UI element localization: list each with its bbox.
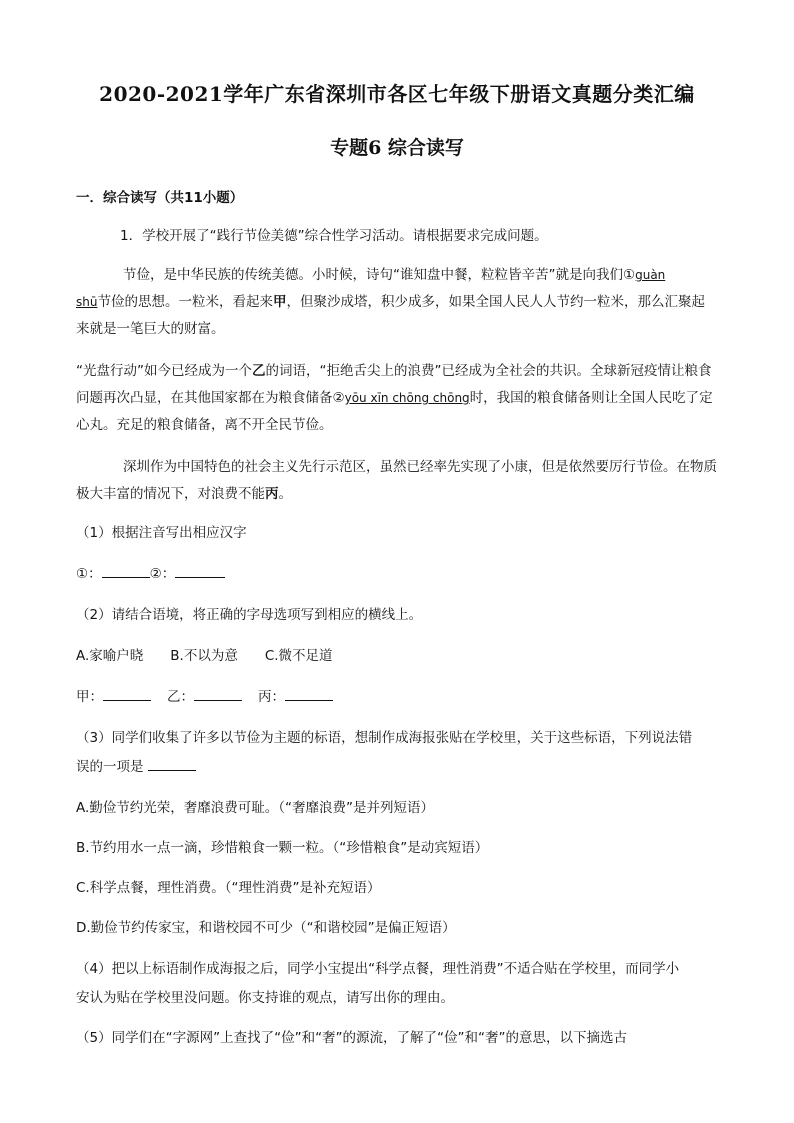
subquestion-4-line-2: 安认为贴在学校里没问题。你支持谁的观点，请写出你的理由。 <box>76 990 454 1006</box>
subquestion-4-line-1: （4）把以上标语制作成海报之后，同学小宝提出“科学点餐，理性消费”不适合贴在学校里，而同学小 <box>76 961 680 977</box>
question-stem: 1．学校开展了“践行节俭美德”综合性学习活动。请根据要求完成问题。 <box>120 228 548 244</box>
blank-marker-jia: 甲 <box>272 294 287 310</box>
option-b: B.节约用水一点一滴，珍惜粮食一颗一粒。（“珍惜粮食”是动宾短语） <box>76 840 489 856</box>
option-a: A.勤俭节约光荣，奢靡浪费可耻。（“奢靡浪费”是并列短语） <box>76 800 435 816</box>
subquestion-1-answers: ①： ②： <box>76 563 225 585</box>
pinyin-2: yōu xīn chōng chōng <box>344 391 470 405</box>
passage-paragraph-2: “光盘行动”如今已经成为一个乙的词语，“拒绝舌尖上的浪费”已经成为全社会的共识。全球新冠疫情让粮食问题再次凸显，在其他国家都在为粮食储备②yōu xīn chōng chōng时，我国的粮食储备则让全国人民吃了定心丸。充足的粮食储备，离不开全民节俭。 <box>76 363 713 433</box>
passage-paragraph-3: 深圳作为中国特色的社会主义先行示范区，虽然已经率先实现了小康，但是依然要厉行节俭。在物质极大丰富的情况下，对浪费不能丙。 <box>76 459 717 502</box>
subquestion-2-answers: 甲： 乙： 丙： <box>76 686 333 708</box>
blank-marker-yi: 乙 <box>252 363 266 379</box>
blank-marker-bing: 丙 <box>265 486 279 502</box>
answer-blank-3[interactable] <box>148 756 196 771</box>
subquestion-5: （5）同学们在“字源网”上查找了“俭”和“奢”的源流，了解了“俭”和“奢”的意思，以下摘选古 <box>76 1030 628 1046</box>
answer-blank-bing[interactable] <box>285 686 333 701</box>
section-heading: 一．综合读写（共11小题） <box>76 190 244 206</box>
subquestion-2: （2）请结合语境，将正确的字母选项写到相应的横线上。 <box>76 607 423 623</box>
subquestion-3-line-2: 误的一项是 <box>76 756 196 778</box>
option-d: D.勤俭节约传家宝，和谐校园不可少（“和谐校园”是偏正短语） <box>76 920 456 936</box>
answer-blank-jia[interactable] <box>103 686 151 701</box>
pinyin-1: guàn <box>635 268 666 282</box>
passage-paragraph-1: 节俭，是中华民族的传统美德。小时候，诗句“谁知盘中餐，粒粒皆辛苦”就是向我们①guàn shū节俭的思想。一粒米，看起来甲，但聚沙成塔，积少成多，如果全国人民人人节约一粒米，那么汇聚起来就是一笔巨大的财富。 <box>76 267 705 337</box>
subquestion-3-line-1: （3）同学们收集了许多以节俭为主题的标语，想制作成海报张贴在学校里，关于这些标语，下列说法错 <box>76 730 693 746</box>
answer-blank-1[interactable] <box>102 563 150 578</box>
pinyin-1-cont: shū <box>76 295 98 309</box>
option-c: C.科学点餐，理性消费。（“理性消费”是补充短语） <box>76 880 381 896</box>
document-subtitle: 专题6 综合读写 <box>330 137 464 159</box>
subquestion-1: （1）根据注音写出相应汉字 <box>76 525 247 541</box>
subquestion-2-options: A.家喻户晓 B.不以为意 C.微不足道 <box>76 648 333 664</box>
answer-blank-2[interactable] <box>175 563 225 578</box>
answer-blank-yi[interactable] <box>194 686 242 701</box>
document-title: 2020-2021学年广东省深圳市各区七年级下册语文真题分类汇编 <box>99 82 695 106</box>
